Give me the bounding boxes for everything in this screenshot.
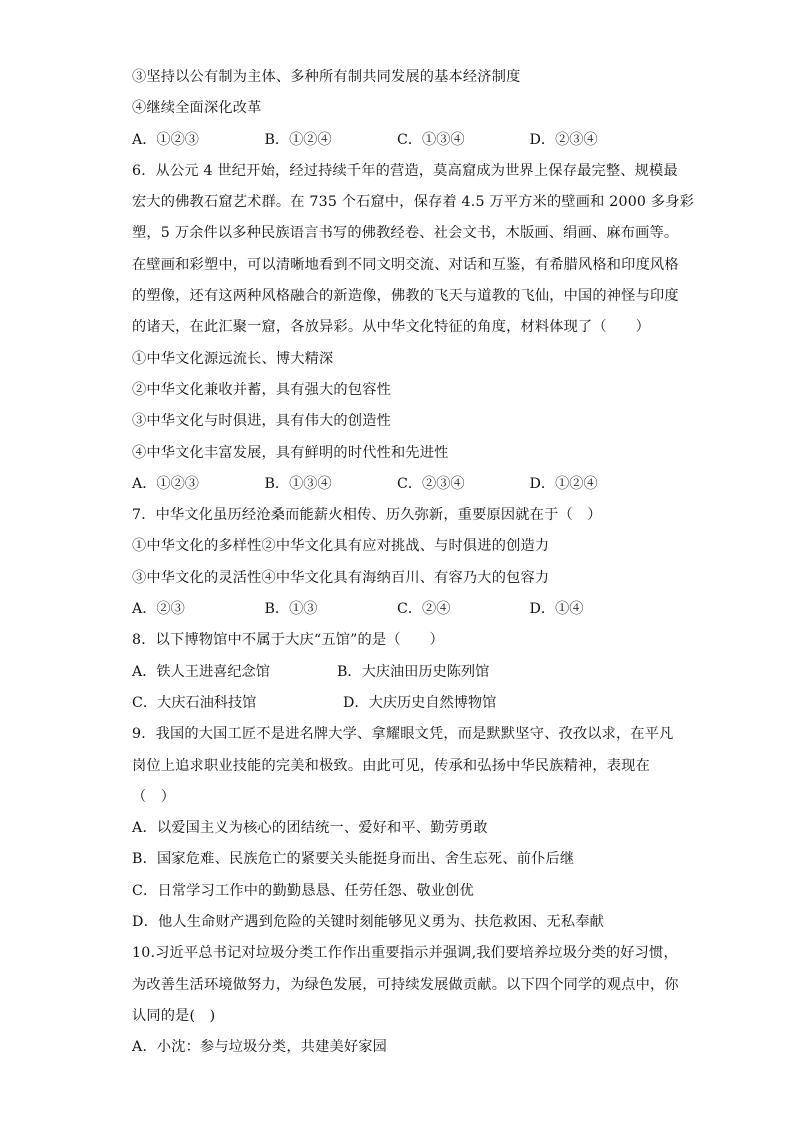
q6-stem-line: 塑，5 万余件以多种民族语言书写的佛教经卷、社会文书，木版画、绢画、麻布画等。 (132, 225, 679, 242)
q7-options (132, 594, 662, 625)
page-content (132, 62, 695, 1064)
q6-stem-line: 宏大的佛教石窟艺术群。在 735 个石窟中，保存着 4.5 万平方米的壁画和 2000 多身彩 (132, 194, 695, 211)
q8-option-b: B．大庆油田历史陈列馆 (337, 663, 490, 680)
q6-item: ①中华文化源远流长、博大精深 (132, 350, 334, 367)
q6-item: ③中华文化与时俱进，具有伟大的创造性 (132, 413, 391, 430)
q5-option-d: D．②③④ (529, 131, 598, 148)
q9-option-a: A．以爱国主义为核心的团结统一、爱好和平、勤劳勇敢 (132, 820, 488, 837)
q6-stem-line: 6．从公元 4 世纪开始，经过持续千年的营造，莫高窟成为世界上保存最完整、规模最 (132, 162, 678, 179)
q5-option-c: C．①③④ (397, 131, 465, 148)
q10-stem-line: 10.习近平总书记对垃圾分类工作作出重要指示并强调,我们要培养垃圾分类的好习惯， (132, 945, 678, 962)
q6-options (132, 469, 662, 500)
q10-stem-line: 为改善生活环境做努力，为绿色发展，可持续发展做贡献。以下四个同学的观点中，你 (132, 976, 679, 993)
q7-option-a: A．②③ (132, 601, 185, 618)
q7-item: ①中华文化的多样性②中华文化具有应对挑战、与时俱进的创造力 (132, 538, 550, 555)
q10-stem-line: 认同的是( ) (132, 1007, 216, 1024)
q9-stem-line: （ ） (132, 788, 176, 805)
q8-option-a: A．铁人王进喜纪念馆 (132, 663, 270, 680)
q8-options-row2 (132, 688, 662, 719)
q7-item: ③中华文化的灵活性④中华文化具有海纳百川、有容乃大的包容力 (132, 569, 550, 586)
q9-stem-line: 岗位上追求职业技能的完美和极致。由此可见，传承和弘扬中华民族精神，表现在 (132, 757, 650, 774)
q8-option-d: D．大庆历史自然博物馆 (343, 694, 497, 711)
q6-item: ②中华文化兼收并蓄，具有强大的包容性 (132, 381, 391, 398)
q9-option-c: C．日常学习工作中的勤勤恳恳、任劳任怨、敬业创优 (132, 882, 474, 899)
q6-item: ④中华文化丰富发展，具有鲜明的时代性和先进性 (132, 444, 449, 461)
q7-option-d: D．①④ (529, 601, 584, 618)
q5-options (132, 125, 662, 156)
q6-stem-line: 的诸天，在此汇聚一窟，各放异彩。从中华文化特征的角度，材料体现了（ ） (132, 319, 650, 336)
q9-stem-line: 9．我国的大国工匠不是进名牌大学、拿耀眼文凭，而是默默坚守、孜孜以求，在平凡 (132, 726, 674, 743)
q8-options-row1 (132, 657, 662, 688)
q6-stem-line: 的塑像，还有这两种风格融合的新造像，佛教的飞天与道教的飞仙，中国的神怪与印度 (132, 288, 679, 305)
q5-item-3: ③坚持以公有制为主体、多种所有制共同发展的基本经济制度 (132, 69, 521, 85)
q8-option-c: C．大庆石油科技馆 (132, 694, 257, 711)
q6-stem-line: 在壁画和彩塑中，可以清晰地看到不同文明交流、对话和互鉴，有希腊风格和印度风格 (132, 256, 679, 273)
q6-option-a: A．①②③ (132, 475, 199, 492)
q6-option-b: B．①③④ (264, 475, 332, 492)
q5-option-a: A．①②③ (132, 131, 199, 148)
q7-stem: 7．中华文化虽历经沧桑而能薪火相传、历久弥新，重要原因就在于（ ） (132, 507, 602, 524)
q7-option-b: B．①③ (264, 601, 318, 618)
q9-option-d: D．他人生命财产遇到危险的关键时刻能够见义勇为、扶危救困、无私奉献 (132, 914, 604, 931)
q5-item-4: ④继续全面深化改革 (132, 100, 262, 117)
q6-option-c: C．②③④ (397, 475, 465, 492)
q5-option-b: B．①②④ (264, 131, 332, 148)
q7-option-c: C．②④ (397, 601, 451, 618)
q9-option-b: B．国家危难、民族危亡的紧要关头能挺身而出、舍生忘死、前仆后继 (132, 851, 575, 868)
q6-option-d: D．①②④ (529, 475, 598, 492)
q8-stem: 8．以下博物馆中不属于大庆“五馆”的是（ ） (132, 632, 444, 649)
q10-option-a: A．小沈：参与垃圾分类，共建美好家园 (132, 1039, 388, 1056)
